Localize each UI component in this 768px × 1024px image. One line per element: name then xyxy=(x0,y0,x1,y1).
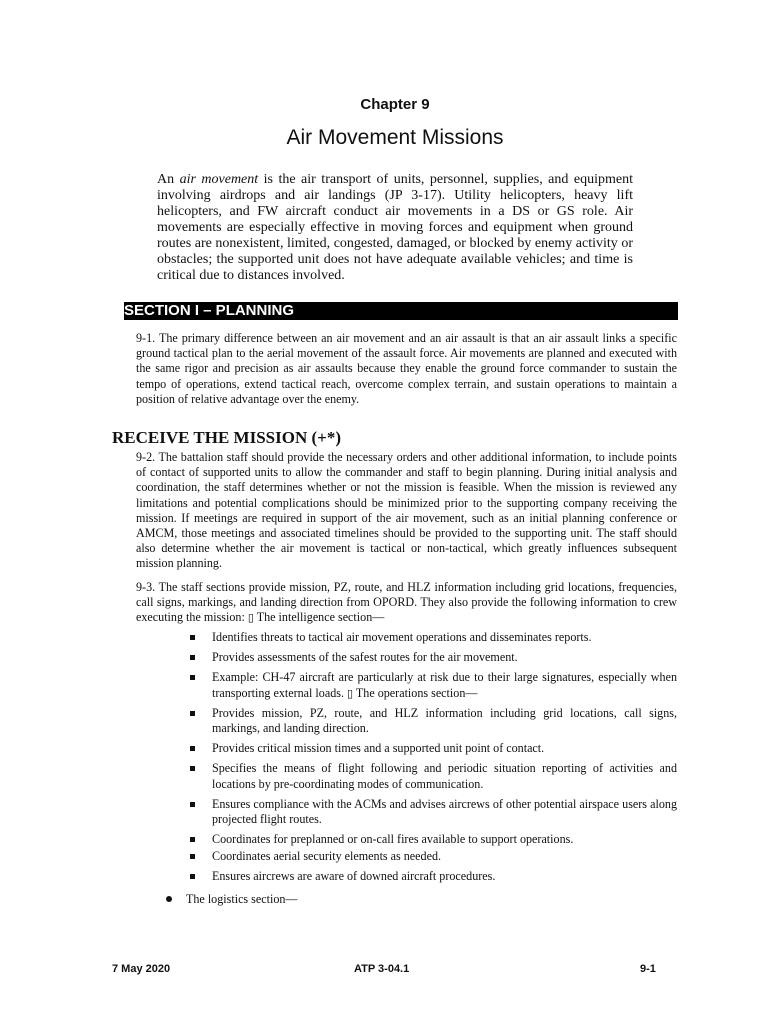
paragraph-9-3-text: 9-3. The staff sections provide mission, PZ, route, and HLZ information including grid locations, frequencies, call signs, markings, and landing direction from OPORD. They also provide the following information to crew executing the mission: xyxy=(136,580,677,625)
list-item xyxy=(190,650,677,665)
paragraph-9-1: 9-1. The primary difference between an air movement and an air assault is that an air assault links a specific ground tactical plan to the aerial movement of the assault force. Air movements are planned and executed with the same rigor and precision as air assaults because they enable the ground force commander to sustain the tempo of operations, extend tactical reach, overcome complex terrain, and sustain operations to maintain a position of relative advantage over the enemy. xyxy=(136,331,677,406)
list-item-text: Provides mission, PZ, route, and HLZ information including grid locations, call signs, markings, and landing direction. xyxy=(212,705,677,736)
list-item xyxy=(190,849,677,864)
chapter-number: Chapter 9 xyxy=(360,96,430,113)
list-item-tail: The operations section— xyxy=(353,685,478,700)
intro-paragraph xyxy=(157,172,633,284)
list-item-text: Coordinates for preplanned or on-call fires available to support operations. xyxy=(212,832,574,847)
square-bullet-icon xyxy=(190,635,195,640)
list-item-text: Provides critical mission times and a supported unit point of contact. xyxy=(212,741,545,756)
footer-date: 7 May 2020 xyxy=(112,963,171,975)
square-bullet-icon xyxy=(190,766,195,771)
square-bullet-icon xyxy=(190,837,195,842)
list-item xyxy=(190,630,677,645)
intro-term: air movement xyxy=(179,172,259,187)
logistics-item xyxy=(166,892,298,907)
list-item xyxy=(190,869,677,884)
list-item-text: Provides assessments of the safest routes for the air movement. xyxy=(212,650,518,665)
list-item xyxy=(190,797,677,827)
square-bullet-icon xyxy=(190,655,195,660)
square-bullet-icon xyxy=(190,711,195,716)
paragraph-9-3 xyxy=(136,580,677,626)
round-bullet-icon xyxy=(166,896,172,902)
logistics-text: The logistics section— xyxy=(186,892,298,906)
paragraph-9-3-tail: The intelligence section— xyxy=(253,610,385,625)
square-bullet-icon xyxy=(190,874,195,879)
list-item-text: Ensures aircrews are aware of downed aircraft procedures. xyxy=(212,868,496,883)
receive-mission-heading: RECEIVE THE MISSION (+*) xyxy=(112,428,342,447)
intro-lead: An xyxy=(157,172,180,187)
list-item-text: Ensures compliance with the ACMs and advises aircrews of other potential airspace users along projected flight routes. xyxy=(212,796,677,827)
list-item xyxy=(190,670,677,700)
square-bullet-icon xyxy=(190,854,195,859)
footer-page-number: 9-1 xyxy=(640,963,656,975)
footer-publication: ATP 3-04.1 xyxy=(354,963,410,975)
list-item xyxy=(190,706,677,736)
square-bullet-icon xyxy=(190,746,195,751)
square-bullet-icon xyxy=(190,675,195,680)
list-item xyxy=(190,832,677,847)
missing-glyph-icon: ▯ xyxy=(247,611,254,625)
list-item xyxy=(190,741,677,756)
section-heading-bar: SECTION I – PLANNING xyxy=(124,302,678,320)
chapter-title: Air Movement Missions xyxy=(286,126,504,149)
list-item-text: Specifies the means of flight following and periodic situation reporting of activities and locations by pre-coordinating modes of communication. xyxy=(212,761,677,791)
list-item-text: Identifies threats to tactical air movement operations and disseminates reports. xyxy=(212,630,592,644)
missing-glyph-icon: ▯ xyxy=(347,686,354,700)
paragraph-9-2: 9-2. The battalion staff should provide the necessary orders and other additional information, to include points of contact of supported units to allow the commander and staff to begin planning. During initial analysis and coordination, the staff determines whether or not the mission is feasible. When the mission is reviewed any limitations and potential complications should be minimized prior to the supporting company receiving the mission. If meetings are required in support of the air movement, such as an initial planning conference or AMCM, those meetings and associated timelines should be provided to the supporting unit. The staff should also determine whether the air movement is tactical or non-tactical, which greatly influences subsequent mission planning. xyxy=(136,450,677,571)
intro-rest: is the air transport of units, personnel, supplies, and equipment involving airdrops and air landings (JP 3-17). Utility helicopters, heavy lift helicopters, and FW aircraft conduct air movements in a DS or GS role. Air movements are especially effective in moving forces and equipment when ground routes are nonexistent, limited, congested, damaged, or blocked by enemy activity or obstacles; the supported unit does not have adequate available vehicles; and time is critical due to distances involved. xyxy=(157,172,633,283)
bullet-list xyxy=(190,630,677,884)
list-item-text: Example: CH-47 aircraft are particularly at risk due to their large signatures, especially when transporting external loads. xyxy=(212,670,677,700)
list-item xyxy=(190,761,677,791)
square-bullet-icon xyxy=(190,802,195,807)
list-item-text: Coordinates aerial security elements as needed. xyxy=(212,849,442,864)
